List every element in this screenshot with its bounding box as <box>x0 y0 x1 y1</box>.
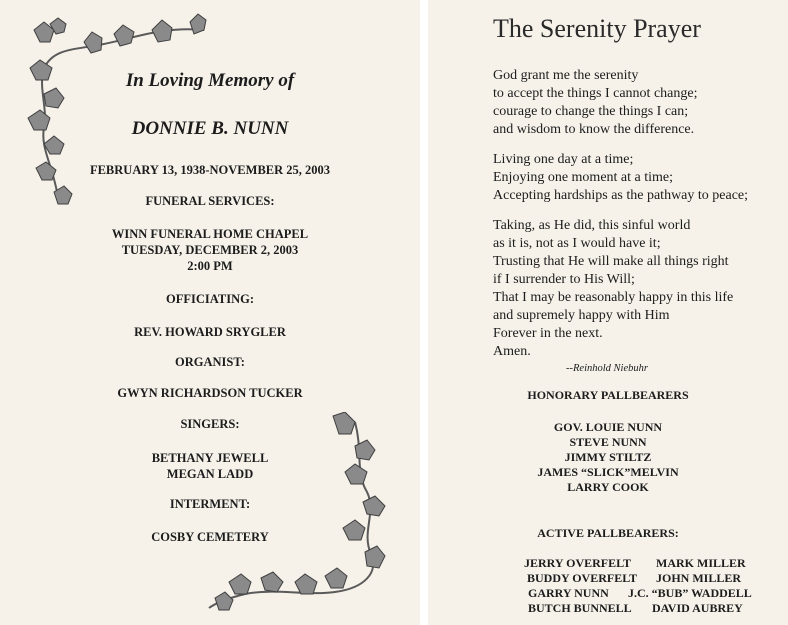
prayer-line: and supremely happy with Him <box>493 308 670 323</box>
prayer-stanza-break <box>493 139 748 151</box>
page-gutter <box>420 0 428 625</box>
prayer-line: to accept the things I cannot change; <box>493 86 698 101</box>
officiating-label: OFFICIATING: <box>166 292 254 306</box>
prayer-line: Accepting hardships as the pathway to peace; <box>493 188 749 203</box>
honorary-pallbearers-heading: HONORARY PALLBEARERS <box>527 388 689 402</box>
active-pallbearer: JOHN MILLER <box>656 571 742 585</box>
active-pallbearer: GARRY NUNN <box>528 586 609 600</box>
organist-name: GWYN RICHARDSON TUCKER <box>117 386 303 400</box>
singers-label: SINGERS: <box>180 417 240 431</box>
prayer-attribution: --Reinhold Niebuhr <box>566 363 648 374</box>
active-pallbearers-heading: ACTIVE PALLBEARERS: <box>537 526 679 540</box>
prayer-line: Living one day at a time; <box>493 152 634 167</box>
prayer-stanza-break <box>493 205 748 217</box>
prayer-line: Taking, as He did, this sinful world <box>493 218 691 233</box>
active-pallbearer: J.C. “BUB” WADDELL <box>628 586 752 600</box>
prayer-line: as it is, not as I would have it; <box>493 236 661 251</box>
honorary-pallbearer: GOV. LOUIE NUNN <box>553 420 663 434</box>
prayer-text <box>493 67 748 361</box>
active-pallbearer: JERRY OVERFELT <box>524 556 632 570</box>
singer-name: BETHANY JEWELL <box>151 451 269 465</box>
ivy-vine-bottom-right <box>205 412 415 617</box>
prayer-line: Trusting that He will make all things right <box>493 254 729 269</box>
life-dates: FEBRUARY 13, 1938-NOVEMBER 25, 2003 <box>89 163 331 177</box>
prayer-line: Amen. <box>493 344 531 359</box>
honorary-pallbearer: JIMMY STILTZ <box>564 450 652 464</box>
prayer-title: The Serenity Prayer <box>493 14 701 43</box>
services-time: 2:00 PM <box>187 259 233 273</box>
honorary-pallbearer: STEVE NUNN <box>569 435 647 449</box>
services-label: FUNERAL SERVICES: <box>145 194 275 208</box>
active-pallbearer: BUDDY OVERFELT <box>527 571 638 585</box>
honorary-pallbearer: JAMES “SLICK”MELVIN <box>537 465 679 479</box>
prayer-line: That I may be reasonably happy in this life <box>493 290 734 305</box>
active-pallbearer: BUTCH BUNNELL <box>528 601 632 615</box>
prayer-line: if I surrender to His Will; <box>493 272 635 287</box>
cemetery-name: COSBY CEMETERY <box>151 530 269 544</box>
prayer-line: Forever in the next. <box>493 326 603 341</box>
memorial-heading: In Loving Memory of <box>125 70 295 91</box>
officiant-name: REV. HOWARD SRYGLER <box>134 325 286 339</box>
prayer-line: and wisdom to know the difference. <box>493 122 695 137</box>
interment-label: INTERMENT: <box>169 497 251 511</box>
active-pallbearer: DAVID AUBREY <box>652 601 743 615</box>
active-pallbearer: MARK MILLER <box>656 556 746 570</box>
honorary-pallbearer: LARRY COOK <box>567 480 649 494</box>
singer-name: MEGAN LADD <box>166 467 254 481</box>
organist-label: ORGANIST: <box>175 355 245 369</box>
services-date: TUESDAY, DECEMBER 2, 2003 <box>121 243 299 257</box>
deceased-name: DONNIE B. NUNN <box>131 118 289 139</box>
services-place: WINN FUNERAL HOME CHAPEL <box>111 227 309 241</box>
prayer-line: Enjoying one moment at a time; <box>493 170 674 185</box>
prayer-line: courage to change the things I can; <box>493 104 689 119</box>
prayer-line: God grant me the serenity <box>493 68 639 83</box>
ivy-vine-top-left <box>14 8 214 218</box>
